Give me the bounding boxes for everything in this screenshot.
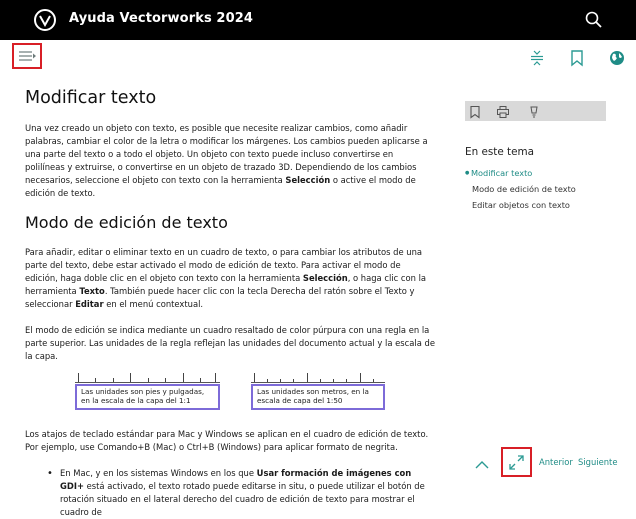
expand-icon[interactable] (501, 447, 532, 477)
ruler-imperial (75, 374, 220, 383)
bookmark-icon[interactable] (468, 104, 482, 118)
toc (465, 146, 625, 213)
chevron-up-icon[interactable] (474, 456, 490, 468)
edit-mode-paragraph (25, 246, 435, 311)
intro-bold-1: Selección (285, 175, 331, 185)
previous-link[interactable]: Anterior (539, 457, 573, 467)
toc-title: En este tema (465, 146, 534, 158)
app-header (0, 0, 636, 40)
bullet-list (25, 467, 435, 519)
figure-metric (251, 374, 385, 410)
imperial-units-box: Las unidades son pies y pulgadas, en la escala de la capa del 1:1 (75, 384, 220, 410)
next-link[interactable]: Siguiente (578, 457, 618, 467)
globe-icon[interactable] (607, 48, 627, 68)
intro-paragraph (25, 122, 435, 200)
article-tools (465, 101, 606, 121)
app-title: Ayuda Vectorworks 2024 (69, 11, 254, 26)
purple-box-paragraph: El modo de edición se indica mediante un cuadro resaltado de color púrpura con una regla en la parte superior. Las unidades de la regla reflejan las unidades del documento actual y la escala de la capa. (25, 325, 436, 361)
list-item (47, 467, 435, 519)
para2-text-3: . También puede hacer clic con la tecla Derecha del ratón sobre el Texto y seleccionar (25, 286, 415, 309)
para2-text-1: Para añadir, editar o eliminar texto en un cuadro de texto, o para cambiar los atributos de una parte del texto, debe estar activado el modo de edición de texto. Para activar el modo de edición, haga doble clic en el objeto con texto con la herramienta (25, 247, 423, 283)
bullet1-bold-1: Usar formación de imágenes con GDI+ (60, 468, 412, 491)
bottom-nav (470, 447, 630, 477)
intro-text-2: o active el modo de edición de texto. (25, 175, 416, 198)
toc-item-modo-edicion[interactable]: Modo de edición de texto (472, 184, 576, 194)
vectorworks-logo-icon[interactable] (34, 9, 56, 31)
para2-text-4: en el menú contextual. (103, 299, 204, 309)
bookmark-icon[interactable] (567, 48, 587, 68)
shortcuts-paragraph: Los atajos de teclado estándar para Mac y Windows se aplican en el cuadro de edición de texto. Por ejemplo, use Comando+B (Mac) o Ctrl+B (Windows) para aplicar formato de negrita. (25, 429, 429, 452)
metric-units-box: Las unidades son metros, en la escala de capa del 1:50 (251, 384, 385, 410)
section-title: Modo de edición de texto (25, 213, 228, 232)
print-icon[interactable] (496, 104, 510, 118)
page-title: Modificar texto (25, 88, 157, 108)
edit-mode-figure (75, 374, 395, 414)
lightbulb-icon[interactable] (527, 104, 541, 118)
collapse-expand-icon[interactable] (527, 48, 547, 68)
toc-item-modificar-texto[interactable]: ● Modificar texto (465, 165, 625, 181)
article-content (25, 88, 435, 519)
search-icon[interactable] (584, 10, 604, 30)
para2-bold-3: Editar (75, 299, 104, 309)
sidebar-menu-icon[interactable] (12, 43, 42, 69)
intro-text-1: Una vez creado un objeto con texto, es posible que necesite realizar cambios, como añadir palabras, cambiar el color de la letra o modificar los márgenes. Los cambios pueden aplicarse a una parte del texto o a todo el objeto. Un objeto con texto puede incluso convertirse en polilíneas y extruirse, o convertirse en un objeto de trazado 3D. Dependiendo de los cambios necesarios, seleccione el objeto con texto con la herramienta (25, 123, 428, 185)
ruler-metric (251, 374, 385, 383)
toolbar (0, 40, 636, 76)
bullet1-text-2: está activado, el texto rotado puede editarse in situ, o puede utilizar el botón de rotación situado en el lateral derecho del cuadro de edición de texto para mostrar el cuadro de (60, 481, 425, 517)
figure-imperial (75, 374, 220, 410)
bullet1-text-1: En Mac, y en los sistemas Windows en los que (60, 468, 257, 478)
para2-bold-2: Texto (79, 286, 105, 296)
para2-text-2: , o haga clic con la herramienta (25, 273, 427, 296)
toc-item-editar-objetos[interactable]: Editar objetos con texto (472, 200, 570, 210)
para2-bold-1: Selección (302, 273, 348, 283)
